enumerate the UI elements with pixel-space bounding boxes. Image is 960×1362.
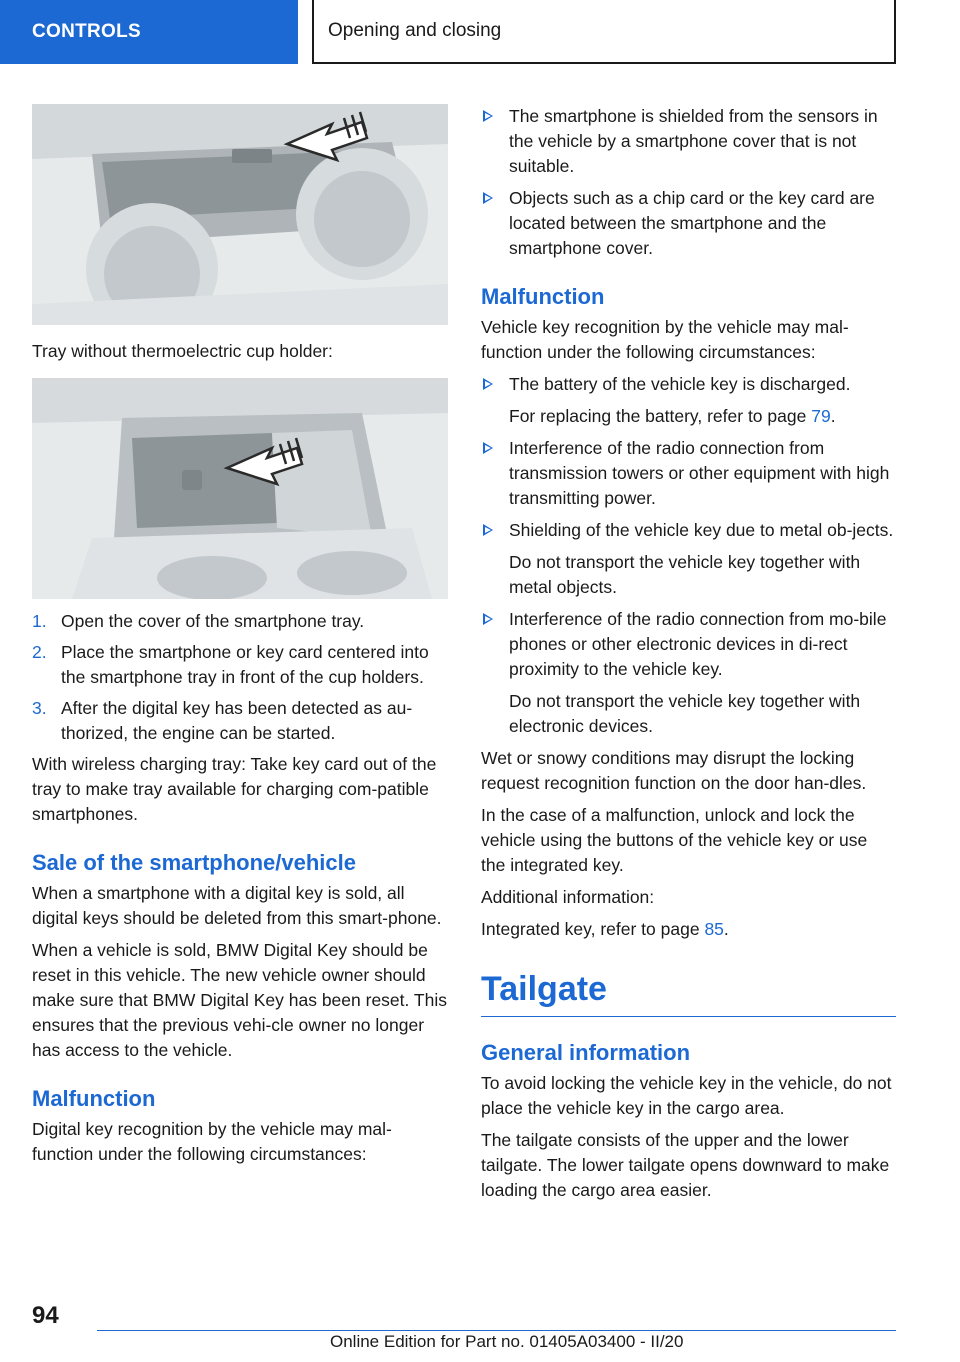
sale-paragraph-2: When a vehicle is sold, BMW Digital Key should be reset in this vehicle. The new vehicle owner should make sure that BMW Digital Key has been reset. This ensures that the previous vehi‐cle owner no longer has access to the vehicle. [32,940,447,1060]
step-text: Open the cover of the smartphone tray. [61,611,365,631]
footer-edition: Online Edition for Part no. 01405A03400 - II/20 [330,1332,684,1351]
sale-heading: Sale of the smartphone/vehicle [32,850,356,875]
list-item [481,436,896,511]
list-item [32,640,448,690]
page-link-79[interactable]: 79 [811,406,831,426]
vehicle-key-malfunction-heading: Malfunction [481,284,605,309]
sale-paragraph-1: When a smartphone with a digital key is sold, all digital keys should be deleted from this smart‐phone. [32,883,442,928]
triangle-bullet-icon [483,524,493,536]
triangle-bullet-icon [483,192,493,204]
bullet-text: Shielding of the vehicle key due to metal ob‐jects. [509,520,894,540]
malfunction-bullets [481,372,896,739]
general-paragraph-2: The tailgate consists of the upper and the lower tailgate. The lower tailgate opens downward to make loading the cargo area easier. [481,1130,890,1200]
bullet-subtext: Do not transport the vehicle key together with metal objects. [509,552,861,597]
page-link-85[interactable]: 85 [704,919,724,939]
step-number: 1. [32,611,47,631]
integrated-key-reference: Integrated key, refer to page 85. [481,919,729,939]
digital-key-malfunction-heading: Malfunction [32,1086,156,1111]
list-item [481,518,896,600]
general-paragraph-1: To avoid locking the vehicle key in the vehicle, do not place the vehicle key in the cargo area. [481,1073,892,1118]
tray-caption: Tray without thermoelectric cup holder: [32,341,333,361]
smartphone-tray-cupholder-image [32,104,448,325]
bullet-text: Interference of the radio connection from mo‐bile phones or other electronic devices in di‐rect proximity to the vehicle key. [509,609,887,679]
page-number: 94 [32,1302,59,1329]
right-column [481,104,896,1210]
left-column [32,104,448,1174]
section-label: CONTROLS [32,21,142,42]
wireless-note: With wireless charging tray: Take key card out of the tray to make tray available for charging com‐patible smartphones. [32,754,437,824]
section-tab [0,0,298,64]
steps-list [32,609,448,746]
malfunction-case-paragraph: In the case of a malfunction, unlock and lock the vehicle using the buttons of the vehicle key or use the integrated key. [481,805,868,875]
tailgate-heading: Tailgate [481,968,896,1017]
footer-divider [97,1330,896,1331]
list-item [32,609,448,634]
list-item [481,607,896,739]
list-item [481,104,896,179]
additional-info-label: Additional information: [481,887,655,907]
triangle-bullet-icon [483,613,493,625]
triangle-bullet-icon [483,110,493,122]
battery-reference: For replacing the battery, refer to page 79. [509,406,836,426]
step-number: 2. [32,642,47,662]
bullet-text: The battery of the vehicle key is discharged. [509,374,851,394]
triangle-bullet-icon [483,378,493,390]
general-information-heading: General information [481,1040,691,1065]
triangle-bullet-icon [483,442,493,454]
step-number: 3. [32,698,47,718]
bullet-subtext: Do not transport the vehicle key together with electronic devices. [509,691,861,736]
bullet-text: The smartphone is shielded from the sensors in the vehicle by a smartphone cover that is not suitable. [509,106,878,176]
digital-key-malfunction-intro: Digital key recognition by the vehicle may mal‐function under the following circumstances: [32,1119,392,1164]
list-item [481,372,896,429]
bullet-text: Objects such as a chip card or the key card are located between the smartphone and the smartphone cover. [509,188,875,258]
smartphone-tray-image [32,378,448,599]
step-text: After the digital key has been detected as au‐thorized, the engine can be started. [61,698,413,743]
page-title: Opening and closing [328,20,502,41]
list-item [32,696,448,746]
wet-conditions-paragraph: Wet or snowy conditions may disrupt the locking request recognition function on the door han‐dles. [481,748,867,793]
list-item [481,186,896,261]
bullet-text: Interference of the radio connection from transmission towers or other equipment with high transmitting power. [509,438,890,508]
vehicle-key-malfunction-intro: Vehicle key recognition by the vehicle may mal‐function under the following circumstances: [481,317,849,362]
page-header [312,0,896,64]
step-text: Place the smartphone or key card centered into the smartphone tray in front of the cup holders. [61,642,429,687]
shield-bullets [481,104,896,261]
